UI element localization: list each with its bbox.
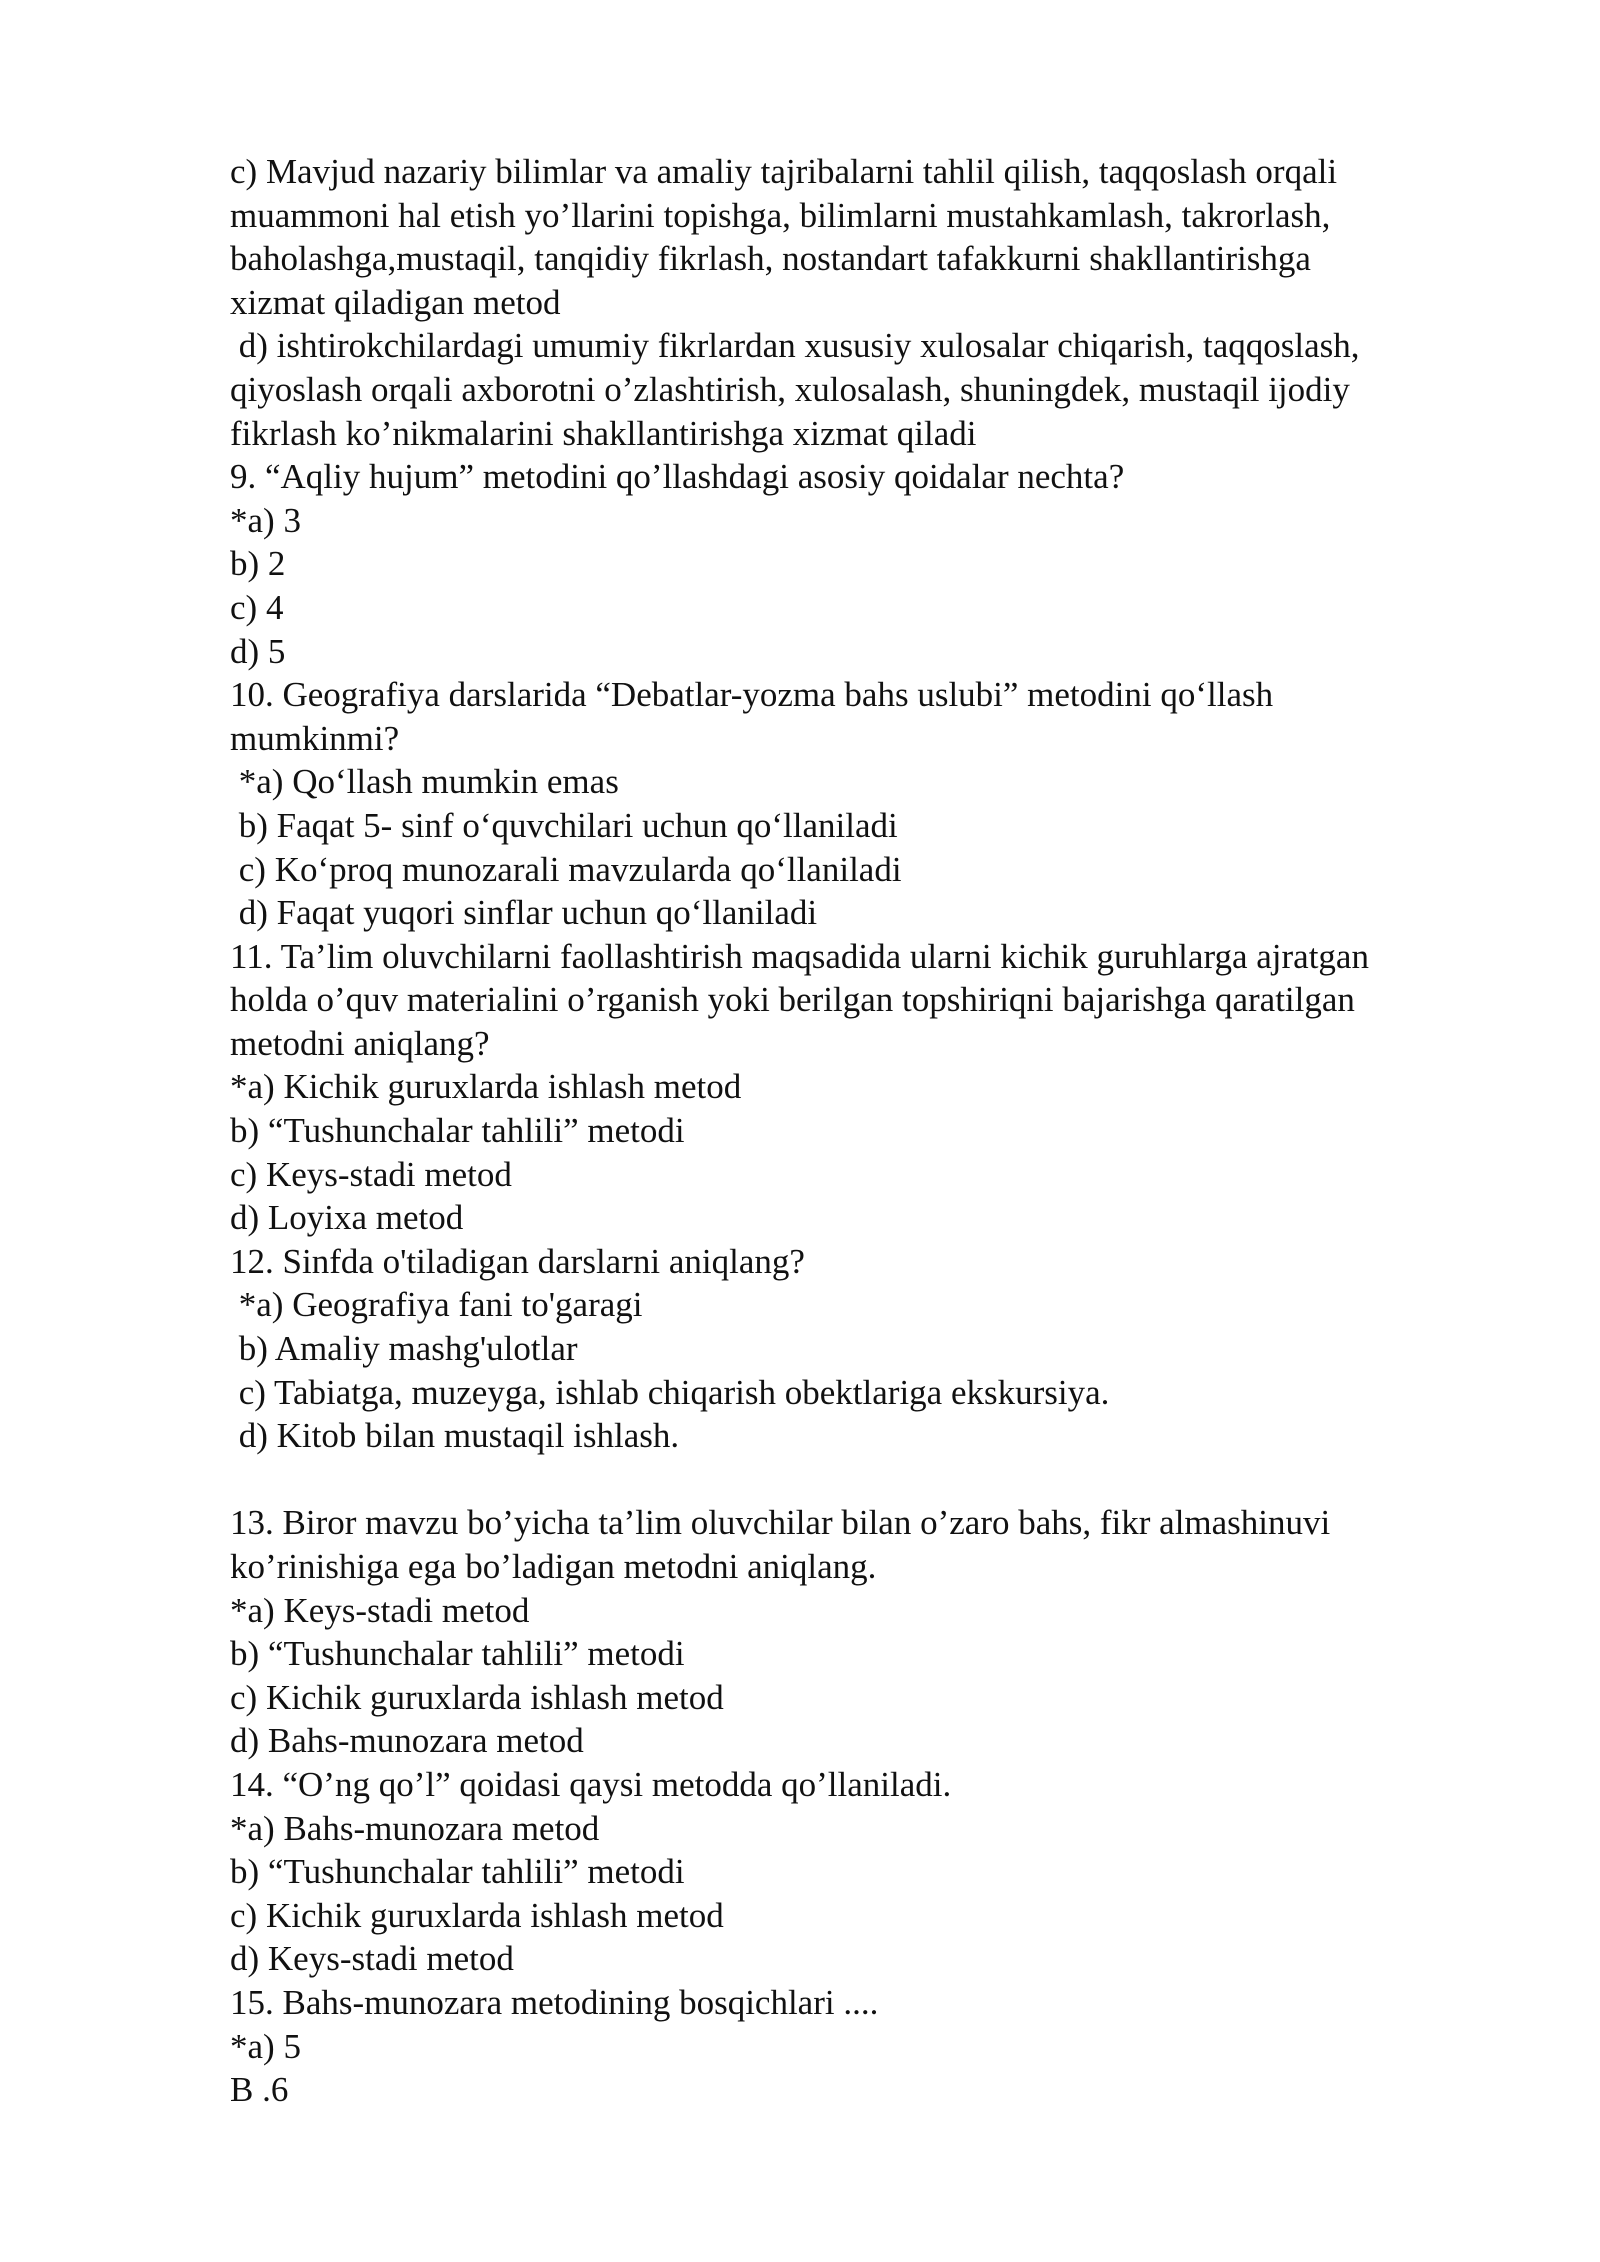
question-10: 10. Geografiya darslarida “Debatlar-yozma bahs uslubi” metodini qo‘llash [230,675,1274,715]
answer-option: c) Kichik guruxlarda ishlash metod [230,1677,724,1717]
answer-option: *a) 3 [230,500,301,540]
question-11-cont: metodni aniqlang? [230,1023,490,1063]
text-line: muammoni hal etish yo’llarini topishga, bilimlarni mustahkamlash, takrorlash, [230,195,1331,235]
question-12: 12. Sinfda o'tiladigan darslarni aniqlang? [230,1241,805,1281]
question-10-cont: mumkinmi? [230,718,400,758]
question-14: 14. “O’ng qo’l” qoidasi qaysi metodda qo’llaniladi. [230,1764,952,1804]
answer-option: d) 5 [230,631,286,671]
answer-option: c) Ko‘proq munozarali mavzularda qo‘llaniladi [230,849,902,889]
answer-option: *a) Geografiya fani to'garagi [230,1285,643,1325]
answer-option: *a) Keys-stadi metod [230,1590,530,1630]
answer-option: c) Kichik guruxlarda ishlash metod [230,1895,724,1935]
answer-option: c) Keys-stadi metod [230,1154,512,1194]
answer-option: b) Faqat 5- sinf o‘quvchilari uchun qo‘llaniladi [230,805,898,845]
answer-option: c) 4 [230,587,284,627]
document-page [230,150,1480,2112]
answer-option: b) “Tushunchalar tahlili” metodi [230,1852,685,1892]
answer-option: b) Amaliy mashg'ulotlar [230,1329,578,1369]
answer-option: B .6 [230,2070,289,2110]
answer-option: *a) Bahs-munozara metod [230,1808,600,1848]
answer-option: b) 2 [230,544,286,584]
answer-option: c) Tabiatga, muzeyga, ishlab chiqarish obektlariga ekskursiya. [230,1372,1110,1412]
text-line: fikrlash ko’nikmalarini shakllantirishga xizmat qiladi [230,413,977,453]
answer-option: d) Faqat yuqori sinflar uchun qo‘llaniladi [230,893,818,933]
text-line: c) Mavjud nazariy bilimlar va amaliy tajribalarni tahlil qilish, taqqoslash orqali [230,152,1338,191]
question-13-cont: ko’rinishiga ega bo’ladigan metodni aniqlang. [230,1547,877,1586]
question-11-cont: holda o’quv materialini o’rganish yoki berilgan topshiriqni bajarishga qaratilgan [230,980,1355,1020]
text-line: qiyoslash orqali axborotni o’zlashtirish, xulosalash, shuningdek, mustaqil ijodiy [230,369,1350,409]
blank-line [230,1458,1480,1502]
answer-option: d) Loyixa metod [230,1198,464,1238]
question-13: 13. Biror mavzu bo’yicha ta’lim oluvchilar bilan o’zaro bahs, fikr almashinuvi [230,1503,1331,1543]
answer-option: b) “Tushunchalar tahlili” metodi [230,1111,685,1151]
answer-option: d) Kitob bilan mustaqil ishlash. [230,1416,680,1456]
question-15: 15. Bahs-munozara metodining bosqichlari .... [230,1982,879,2022]
answer-option: d) Keys-stadi metod [230,1939,514,1979]
question-11: 11. Ta’lim oluvchilarni faollashtirish maqsadida ularni kichik guruhlarga ajratgan [230,936,1369,976]
question-9: 9. “Aqliy hujum” metodini qo’llashdagi asosiy qoidalar nechta? [230,457,1125,497]
answer-option: *a) Qo‘llash mumkin emas [230,762,619,802]
answer-option: *a) 5 [230,2026,301,2066]
text-line: xizmat qiladigan metod [230,282,561,322]
answer-option: d) Bahs-munozara metod [230,1721,584,1761]
answer-option: b) “Tushunchalar tahlili” metodi [230,1634,685,1674]
text-line: d) ishtirokchilardagi umumiy fikrlardan xususiy xulosalar chiqarish, taqqoslash, [230,326,1360,366]
answer-option: *a) Kichik guruxlarda ishlash metod [230,1067,742,1107]
text-line: baholashga,mustaqil, tanqidiy fikrlash, nostandart tafakkurni shakllantirishga [230,239,1311,279]
